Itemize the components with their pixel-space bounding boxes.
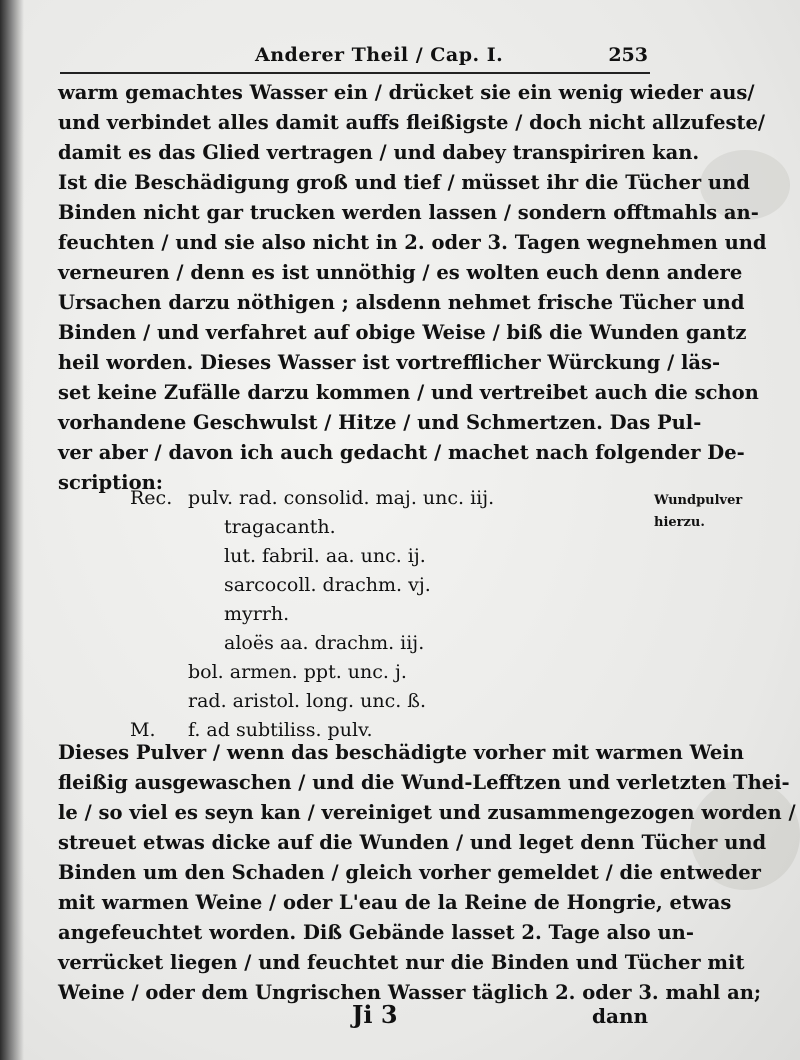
- text-line: vorhandene Geschwulst / Hitze / und Schmertzen. Das Pul-: [58, 411, 702, 434]
- recipe-label: Rec.: [130, 487, 173, 509]
- text-line: Binden nicht gar trucken werden lassen / sondern offtmahls an-: [58, 201, 759, 224]
- text-line: set keine Zufälle darzu kommen / und vertreibet auch die schon: [58, 381, 759, 404]
- recipe-ingredient: pulv. rad. consolid. maj. unc. iij.: [188, 487, 495, 509]
- page-number: 253: [608, 44, 648, 66]
- recipe-block: [130, 484, 570, 745]
- text-line: streuet etwas dicke auf die Wunden / und leget denn Tücher und: [58, 831, 767, 854]
- recipe-line: [130, 542, 570, 571]
- text-line: und verbindet alles damit auffs fleißigste / doch nicht allzufeste/: [58, 111, 766, 134]
- recipe-ingredient: bol. armen. ppt. unc. j.: [188, 661, 407, 683]
- text-line: verrücket liegen / und feuchtet nur die Binden und Tücher mit: [58, 951, 745, 974]
- recipe-ingredient: rad. aristol. long. unc. ß.: [188, 690, 427, 712]
- text-line: mit warmen Weine / oder L'eau de la Reine de Hongrie, etwas: [58, 891, 732, 914]
- recipe-line: [130, 571, 570, 600]
- recipe-line: [130, 513, 570, 542]
- text-line: warm gemachtes Wasser ein / drücket sie ein wenig wieder aus/: [58, 81, 755, 104]
- catchword: dann: [592, 1004, 649, 1028]
- recipe-line: [130, 658, 570, 687]
- text-line: Dieses Pulver / wenn das beschädigte vorher mit warmen Wein: [58, 741, 744, 764]
- text-line: Binden / und verfahret auf obige Weise / biß die Wunden gantz: [58, 321, 747, 344]
- text-line: scription:: [58, 471, 163, 494]
- page-header: [60, 38, 650, 74]
- recipe-ingredient: myrrh.: [224, 603, 290, 625]
- text-line: le / so viel es seyn kan / vereiniget und zusammengezogen worden /: [58, 801, 796, 824]
- recipe-label: M.: [130, 719, 156, 741]
- gutter-shadow: [0, 0, 24, 1060]
- text-line: damit es das Glied vertragen / und dabey transpiriren kan.: [58, 141, 700, 164]
- recipe-ingredient: lut. fabril. aa. unc. ij.: [224, 545, 426, 567]
- text-line: ver aber / davon ich auch gedacht / machet nach folgender De-: [58, 441, 745, 464]
- margin-note: [654, 490, 764, 534]
- running-head: Anderer Theil / Cap. I.: [255, 44, 504, 66]
- recipe-line: [130, 629, 570, 658]
- recipe-line: [130, 600, 570, 629]
- recipe-line: [130, 687, 570, 716]
- signature-mark: Ji 3: [352, 1000, 398, 1029]
- recipe-ingredient: sarcocoll. drachm. vj.: [224, 574, 431, 596]
- text-line: verneuren / denn es ist unnöthig / es wolten euch denn andere: [58, 261, 743, 284]
- text-line: angefeuchtet worden. Diß Gebände lasset 2. Tage also un-: [58, 921, 694, 944]
- text-line: Ursachen darzu nöthigen ; alsdenn nehmet frische Tücher und: [58, 291, 745, 314]
- margin-note-line: Wundpulver: [654, 493, 743, 508]
- text-line: feuchten / und sie also nicht in 2. oder 3. Tagen wegnehmen und: [58, 231, 767, 254]
- recipe-ingredient: f. ad subtiliss. pulv.: [188, 719, 373, 741]
- recipe-ingredient: aloës aa. drachm. iij.: [224, 632, 425, 654]
- text-line: heil worden. Dieses Wasser ist vortrefflicher Würckung / läs-: [58, 351, 721, 374]
- paragraph-2: [58, 738, 796, 1008]
- recipe-line: [130, 484, 570, 513]
- recipe-ingredient: tragacanth.: [224, 516, 336, 538]
- margin-note-line: hierzu.: [654, 515, 705, 530]
- text-line: fleißig ausgewaschen / und die Wund-Lefftzen und verletzten Thei-: [58, 771, 790, 794]
- text-line: Binden um den Schaden / gleich vorher gemeldet / die entweder: [58, 861, 761, 884]
- text-line: Weine / oder dem Ungrischen Wasser täglich 2. oder 3. mahl an;: [58, 981, 762, 1004]
- paragraph-1: [58, 78, 767, 498]
- text-line: Ist die Beschädigung groß und tief / müsset ihr die Tücher und: [58, 171, 750, 194]
